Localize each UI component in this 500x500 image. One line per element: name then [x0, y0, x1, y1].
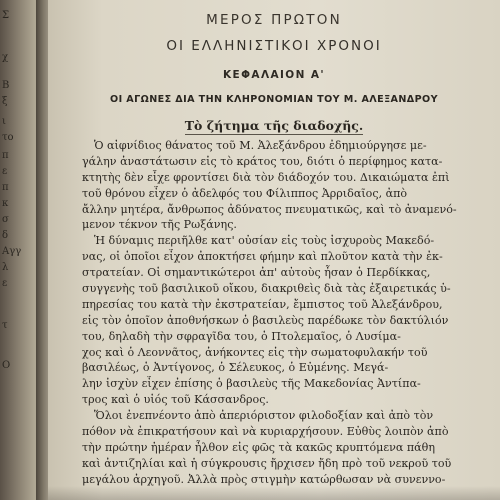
facing-fragment: Ο [2, 360, 11, 371]
facing-fragment: π [2, 182, 9, 193]
body-line: βασιλέως, ὁ Ἀντίγονος, ὁ Σέλευκος, ὁ Εὐμένης. Μεγά- [82, 361, 389, 375]
body-line: Ὁ αἰφνίδιος θάνατος τοῦ Μ. Ἀλεξάνδρου ἐδημιούργησε με- [94, 139, 427, 152]
body-line: Ἡ δύναμις περιῆλθε κατ' οὐσίαν εἰς τοὺς ἰσχυροὺς Μακεδό- [94, 234, 435, 248]
facing-fragment: ε [2, 166, 8, 177]
facing-fragment: Β [2, 80, 10, 91]
facing-fragment: τ [2, 320, 8, 331]
facing-fragment: δ [2, 230, 9, 241]
body-line: τοῦ θρόνου εἶχεν ὁ ἀδελφός του Φίλιππος Ἀρριδαῖος, ἀπὸ [82, 186, 408, 200]
body-line: μεγάλου ἀρχηγοῦ. Ἀλλὰ πρὸς στιγμὴν κατώρθωσαν νὰ συνεννο- [82, 472, 446, 486]
page-bottom-shadow [48, 486, 500, 500]
chapter-subtitle: ΟΙ ΑΓΩΝΕΣ ΔΙΑ ΤΗΝ ΚΛΗΡΟΝΟΜΙΑΝ ΤΟΥ Μ. ΑΛΕΞΑΝΔΡΟΥ [110, 94, 438, 105]
facing-fragment: ι [2, 116, 6, 127]
body-line: τρος καὶ ὁ υἱός τοῦ Κάσσανδρος. [82, 393, 269, 407]
body-line: στρατείαν. Οἱ σημαντικώτεροι ἀπ' αὐτοὺς ἦσαν ὁ Περδίκκας, [82, 266, 431, 280]
body-line: καὶ ἀντιζηλίαι καὶ ἡ σύγκρουσις ἤρχισεν ἤδη πρὸ τοῦ νεκροῦ τοῦ [82, 456, 452, 470]
body-line: πηρεσίας του κατὰ τὴν ἐκστρατείαν, ἔμπιστος τοῦ Ἀλεξάνδρου, [82, 297, 443, 311]
body-line: κτητὴς δὲν εἶχε φροντίσει διὰ τὸν διάδοχόν του. Δικαιώματα ἐπὶ [82, 170, 450, 184]
part-heading: ΜΕΡΟΣ ΠΡΩΤΟΝ [206, 12, 342, 28]
section-title [48, 118, 500, 133]
body-line: τὴν πρώτην ἡμέραν ἦλθον εἰς φῶς τὰ κακῶς κρυπτόμενα πάθη [82, 440, 435, 454]
body-line: χος καὶ ὁ Λεοννᾶτος, ἀνήκοντες εἰς τὴν σωματοφυλακήν τοῦ [82, 345, 428, 359]
body-line: Ὅλοι ἐνεπνέοντο ἀπὸ ἀπεριόριστον φιλοδοξίαν καὶ ἀπὸ τὸν [94, 409, 434, 423]
body-line: λην ἰσχὺν εἶχεν ἐπίσης ὁ βασιλεὺς τῆς Μακεδονίας Ἀντίπα- [82, 377, 421, 391]
body-line: εἰς τὸν ὁποῖον ἀποθνήσκων ὁ βασιλεὺς παρέδωκε τὸν δακτύλιόν [82, 313, 449, 327]
facing-fragment: λ [2, 262, 9, 273]
chapter-heading: ΚΕΦΑΛΑΙΟΝ Α' [222, 69, 326, 81]
body-text [82, 138, 498, 488]
section-title-text: Τὸ ζήτημα τῆς διαδοχῆς. [184, 118, 364, 133]
body-line: ἄλλην μητέρα, ἄνθρωπος ἀδύνατος πνευματικῶς, καὶ τὸ ἀναμενό- [82, 202, 457, 216]
facing-fragment: χ [2, 52, 9, 63]
facing-fragment: ε [2, 278, 8, 289]
body-line: πόθον νὰ ἐπικρατήσουν καὶ νὰ κυριαρχήσουν. Εὐθὺς λοιπὸν ἀπὸ [82, 425, 449, 439]
body-line: του, δηλαδὴ τὴν σφραγῖδα του, ὁ Πτολεμαῖος, ὁ Λυσίμα- [82, 329, 401, 343]
facing-fragment: Αγγ [2, 246, 22, 257]
body-line: γάλην ἀναστάτωσιν εἰς τὸ κράτος του, διότι ὁ περίφημος κατα- [82, 154, 443, 168]
body-line: μενον τέκνον τῆς Ρωξάνης. [82, 218, 237, 232]
book-page [48, 0, 500, 500]
facing-fragment: το [2, 132, 14, 143]
facing-fragment: κ [2, 198, 9, 209]
facing-fragment: σ [2, 214, 9, 225]
era-heading: ΟΙ ΕΛΛΗΝΙΣΤΙΚΟΙ ΧΡΟΝΟΙ [166, 38, 382, 54]
facing-fragment: Σ [2, 10, 10, 21]
body-line: συγγενὴς τοῦ βασιλικοῦ οἴκου, διακριθεὶς διὰ τὰς ἐξαιρετικάς ὑ- [82, 282, 451, 296]
facing-fragment: ξ [2, 96, 8, 107]
body-line: νας, οἱ ὁποῖοι εἶχον ἀποκτήσει φήμην καὶ πλοῦτον κατὰ τὴν ἐκ- [82, 250, 443, 264]
facing-fragment: π [2, 150, 9, 161]
